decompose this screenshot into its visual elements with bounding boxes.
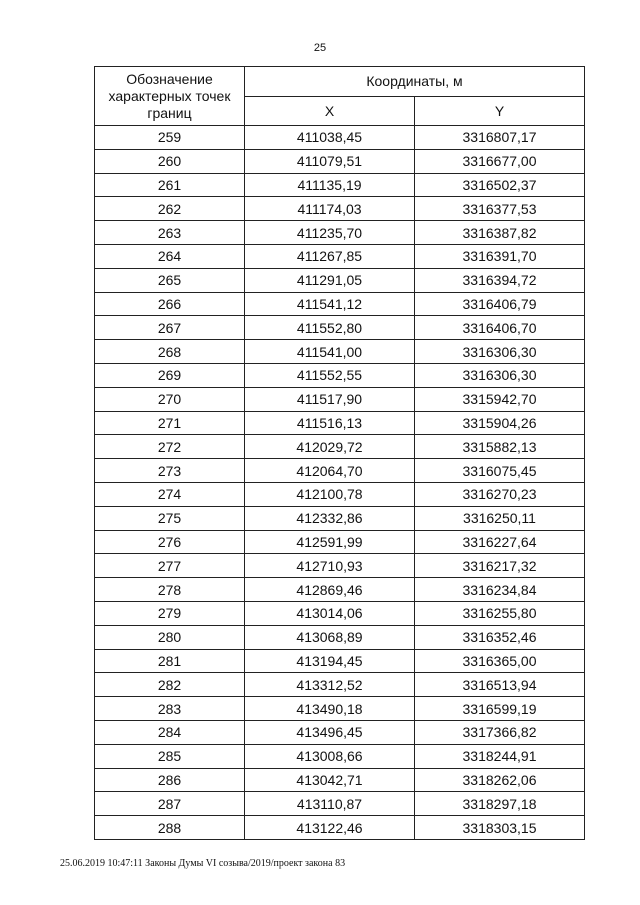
table-body xyxy=(95,126,585,840)
point-number-cell: 280 xyxy=(95,625,245,649)
point-number-cell: 287 xyxy=(95,792,245,816)
table-row xyxy=(95,697,585,721)
point-number-cell: 272 xyxy=(95,435,245,459)
x-coordinate-cell: 413068,89 xyxy=(245,625,415,649)
y-coordinate-cell: 3316270,23 xyxy=(415,482,585,506)
point-number-cell: 273 xyxy=(95,459,245,483)
table-row xyxy=(95,816,585,840)
x-coordinate-cell: 411516,13 xyxy=(245,411,415,435)
y-coordinate-cell: 3316352,46 xyxy=(415,625,585,649)
x-coordinate-cell: 413110,87 xyxy=(245,792,415,816)
point-number-cell: 282 xyxy=(95,673,245,697)
point-number-cell: 260 xyxy=(95,149,245,173)
table-row xyxy=(95,411,585,435)
point-number-cell: 263 xyxy=(95,221,245,245)
x-coordinate-cell: 413122,46 xyxy=(245,816,415,840)
x-coordinate-cell: 411541,12 xyxy=(245,292,415,316)
x-coordinate-cell: 411235,70 xyxy=(245,221,415,245)
table-row xyxy=(95,601,585,625)
y-coordinate-cell: 3316406,79 xyxy=(415,292,585,316)
y-coordinate-cell: 3316391,70 xyxy=(415,244,585,268)
footer-text: 25.06.2019 10:47:11 Законы Думы VI созыва/2019/проект закона 83 xyxy=(60,858,346,869)
table-row xyxy=(95,244,585,268)
y-coordinate-cell: 3315882,13 xyxy=(415,435,585,459)
point-number-cell: 271 xyxy=(95,411,245,435)
table-row xyxy=(95,720,585,744)
y-coordinate-cell: 3316365,00 xyxy=(415,649,585,673)
y-coordinate-cell: 3316227,64 xyxy=(415,530,585,554)
y-coordinate-cell: 3318297,18 xyxy=(415,792,585,816)
header-x: X xyxy=(245,96,415,126)
table-row xyxy=(95,173,585,197)
y-coordinate-cell: 3316387,82 xyxy=(415,221,585,245)
table-row xyxy=(95,482,585,506)
y-coordinate-cell: 3316502,37 xyxy=(415,173,585,197)
point-number-cell: 274 xyxy=(95,482,245,506)
point-number-cell: 275 xyxy=(95,506,245,530)
x-coordinate-cell: 412029,72 xyxy=(245,435,415,459)
y-coordinate-cell: 3316406,70 xyxy=(415,316,585,340)
y-coordinate-cell: 3318262,06 xyxy=(415,768,585,792)
table-row xyxy=(95,578,585,602)
table-row xyxy=(95,268,585,292)
point-number-cell: 264 xyxy=(95,244,245,268)
point-number-cell: 278 xyxy=(95,578,245,602)
y-coordinate-cell: 3316250,11 xyxy=(415,506,585,530)
point-number-cell: 283 xyxy=(95,697,245,721)
x-coordinate-cell: 412591,99 xyxy=(245,530,415,554)
y-coordinate-cell: 3318244,91 xyxy=(415,744,585,768)
table-row xyxy=(95,221,585,245)
x-coordinate-cell: 413490,18 xyxy=(245,697,415,721)
table-row xyxy=(95,649,585,673)
y-coordinate-cell: 3316306,30 xyxy=(415,363,585,387)
x-coordinate-cell: 411135,19 xyxy=(245,173,415,197)
x-coordinate-cell: 412869,46 xyxy=(245,578,415,602)
x-coordinate-cell: 411552,55 xyxy=(245,363,415,387)
table-row xyxy=(95,459,585,483)
x-coordinate-cell: 411174,03 xyxy=(245,197,415,221)
table-row xyxy=(95,340,585,364)
y-coordinate-cell: 3316075,45 xyxy=(415,459,585,483)
point-number-cell: 288 xyxy=(95,816,245,840)
table-row xyxy=(95,363,585,387)
point-number-cell: 281 xyxy=(95,649,245,673)
coordinates-table xyxy=(94,66,585,840)
y-coordinate-cell: 3316394,72 xyxy=(415,268,585,292)
y-coordinate-cell: 3318303,15 xyxy=(415,816,585,840)
header-coordinates: Координаты, м xyxy=(245,67,585,97)
point-number-cell: 265 xyxy=(95,268,245,292)
x-coordinate-cell: 411517,90 xyxy=(245,387,415,411)
point-number-cell: 259 xyxy=(95,126,245,150)
y-coordinate-cell: 3315904,26 xyxy=(415,411,585,435)
y-coordinate-cell: 3316306,30 xyxy=(415,340,585,364)
table-row xyxy=(95,435,585,459)
point-number-cell: 266 xyxy=(95,292,245,316)
point-number-cell: 262 xyxy=(95,197,245,221)
header-y: Y xyxy=(415,96,585,126)
point-number-cell: 285 xyxy=(95,744,245,768)
x-coordinate-cell: 413008,66 xyxy=(245,744,415,768)
y-coordinate-cell: 3316677,00 xyxy=(415,149,585,173)
x-coordinate-cell: 411267,85 xyxy=(245,244,415,268)
x-coordinate-cell: 411552,80 xyxy=(245,316,415,340)
point-number-cell: 267 xyxy=(95,316,245,340)
x-coordinate-cell: 413014,06 xyxy=(245,601,415,625)
x-coordinate-cell: 413496,45 xyxy=(245,720,415,744)
y-coordinate-cell: 3317366,82 xyxy=(415,720,585,744)
x-coordinate-cell: 412100,78 xyxy=(245,482,415,506)
table-row xyxy=(95,554,585,578)
x-coordinate-cell: 411038,45 xyxy=(245,126,415,150)
x-coordinate-cell: 412064,70 xyxy=(245,459,415,483)
table-row xyxy=(95,316,585,340)
x-coordinate-cell: 411079,51 xyxy=(245,149,415,173)
x-coordinate-cell: 412710,93 xyxy=(245,554,415,578)
table-row xyxy=(95,768,585,792)
point-number-cell: 284 xyxy=(95,720,245,744)
point-number-cell: 261 xyxy=(95,173,245,197)
table-row xyxy=(95,506,585,530)
y-coordinate-cell: 3316217,32 xyxy=(415,554,585,578)
y-coordinate-cell: 3316234,84 xyxy=(415,578,585,602)
point-number-cell: 270 xyxy=(95,387,245,411)
x-coordinate-cell: 412332,86 xyxy=(245,506,415,530)
y-coordinate-cell: 3316807,17 xyxy=(415,126,585,150)
point-number-cell: 276 xyxy=(95,530,245,554)
y-coordinate-cell: 3316255,80 xyxy=(415,601,585,625)
point-number-cell: 269 xyxy=(95,363,245,387)
table-row xyxy=(95,197,585,221)
table-row xyxy=(95,149,585,173)
table-row xyxy=(95,292,585,316)
table-row xyxy=(95,744,585,768)
table-row xyxy=(95,530,585,554)
x-coordinate-cell: 411541,00 xyxy=(245,340,415,364)
point-number-cell: 279 xyxy=(95,601,245,625)
x-coordinate-cell: 411291,05 xyxy=(245,268,415,292)
page-number: 25 xyxy=(313,42,327,54)
x-coordinate-cell: 413194,45 xyxy=(245,649,415,673)
table-row xyxy=(95,792,585,816)
header-point-designation: Обозначение характерных точек границ xyxy=(95,67,245,126)
table-row xyxy=(95,126,585,150)
table-row xyxy=(95,387,585,411)
x-coordinate-cell: 413042,71 xyxy=(245,768,415,792)
x-coordinate-cell: 413312,52 xyxy=(245,673,415,697)
point-number-cell: 286 xyxy=(95,768,245,792)
y-coordinate-cell: 3316377,53 xyxy=(415,197,585,221)
point-number-cell: 268 xyxy=(95,340,245,364)
table-row xyxy=(95,673,585,697)
y-coordinate-cell: 3316513,94 xyxy=(415,673,585,697)
y-coordinate-cell: 3315942,70 xyxy=(415,387,585,411)
table-row xyxy=(95,625,585,649)
y-coordinate-cell: 3316599,19 xyxy=(415,697,585,721)
point-number-cell: 277 xyxy=(95,554,245,578)
